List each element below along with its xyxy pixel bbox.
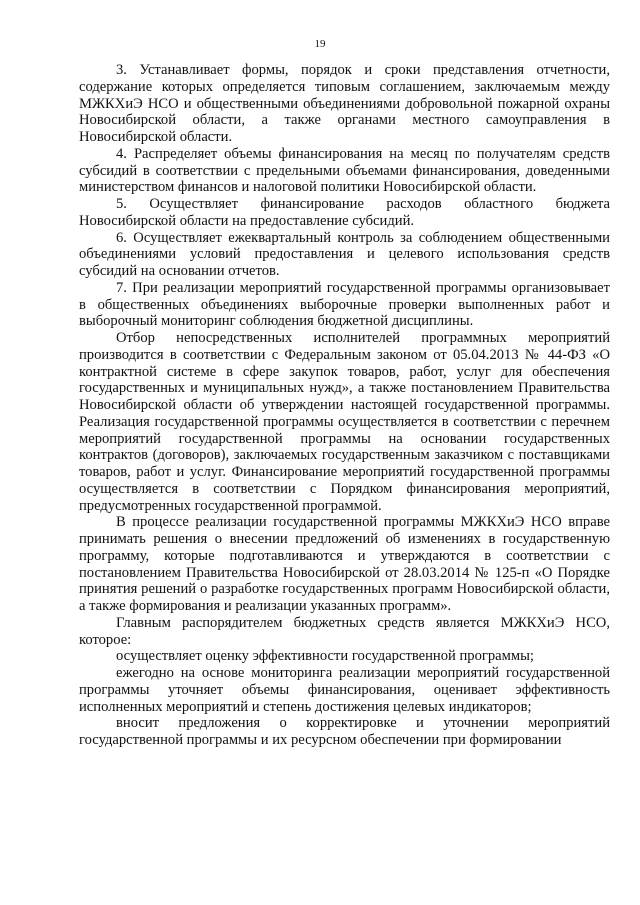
document-body (79, 62, 610, 749)
page-number: 19 (314, 38, 326, 50)
paragraph-item-4: 4. Распределяет объемы финансирования на месяц по получателям средств субсидий в соответствии с предельными объемами финансирования, доведенными министерством финансов и налоговой политики Новосибирской области. (79, 145, 610, 196)
paragraph-item-3: 3. Устанавливает формы, порядок и сроки представления отчетности, содержание которых определяется типовым соглашением, заключаемым между МЖКХиЭ НСО и общественными объединениями добровольной пожарной охраны Новосибирской области, а также органами местного самоуправления в Новосибирской области. (79, 62, 610, 145)
paragraph-proposals: вносит предложения о корректировке и уточнении мероприятий государственной программы и их ресурсном обеспечении при формировании (79, 715, 610, 748)
paragraph-annual-monitoring: ежегодно на основе мониторинга реализации мероприятий государственной программы уточняет объемы финансирования, оценивает эффективность исполненных мероприятий и степень достижения целевых индикаторов; (79, 665, 610, 715)
paragraph-item-5: 5. Осуществляет финансирование расходов областного бюджета Новосибирской области на предоставление субсидий. (79, 196, 610, 229)
paragraph-program-changes: В процессе реализации государственной программы МЖКХиЭ НСО вправе принимать решения о внесении предложений об изменениях в государственную программу, которые подготавливаются и утверждаются в соответствии с постановлением Правительства Новосибирской от 28.03.2014 № 125-п «О Порядке принятия решений о разработке государственных программ Новосибирской области, а также формирования и реализации указанных программ». (79, 514, 610, 614)
paragraph-contractor-selection: Отбор непосредственных исполнителей программных мероприятий производится в соответствии с Федеральным законом от 05.04.2013 № 44-ФЗ «О контрактной системе в сфере закупок товаров, работ, услуг для обеспечения государственных и муниципальных нужд», а также постановлением Правительства Новосибирской области об утверждении настоящей государственной программы. Реализация государственной программы осуществляется в соответствии с перечнем мероприятий государственной программы на основании государственных контрактов (договоров), заключаемых государственным заказчиком с поставщиками товаров, работ и услуг. Финансирование мероприятий государственной программы осуществляется в соответствии с Порядком финансирования мероприятий, предусмотренных государственной программой. (79, 330, 610, 514)
paragraph-item-7: 7. При реализации мероприятий государственной программы организовывает в общественных объединениях выборочные проверки выполненных работ и выборочный мониторинг соблюдения бюджетной дисциплины. (79, 279, 610, 330)
paragraph-efficiency-assessment: осуществляет оценку эффективности государственной программы; (116, 648, 534, 665)
paragraph-chief-manager: Главным распорядителем бюджетных средств является МЖКХиЭ НСО, которое: (79, 614, 610, 648)
paragraph-item-6: 6. Осуществляет ежеквартальный контроль за соблюдением общественными объединениями условий предоставления и целевого использования средств субсидий на основании отчетов. (79, 229, 610, 279)
